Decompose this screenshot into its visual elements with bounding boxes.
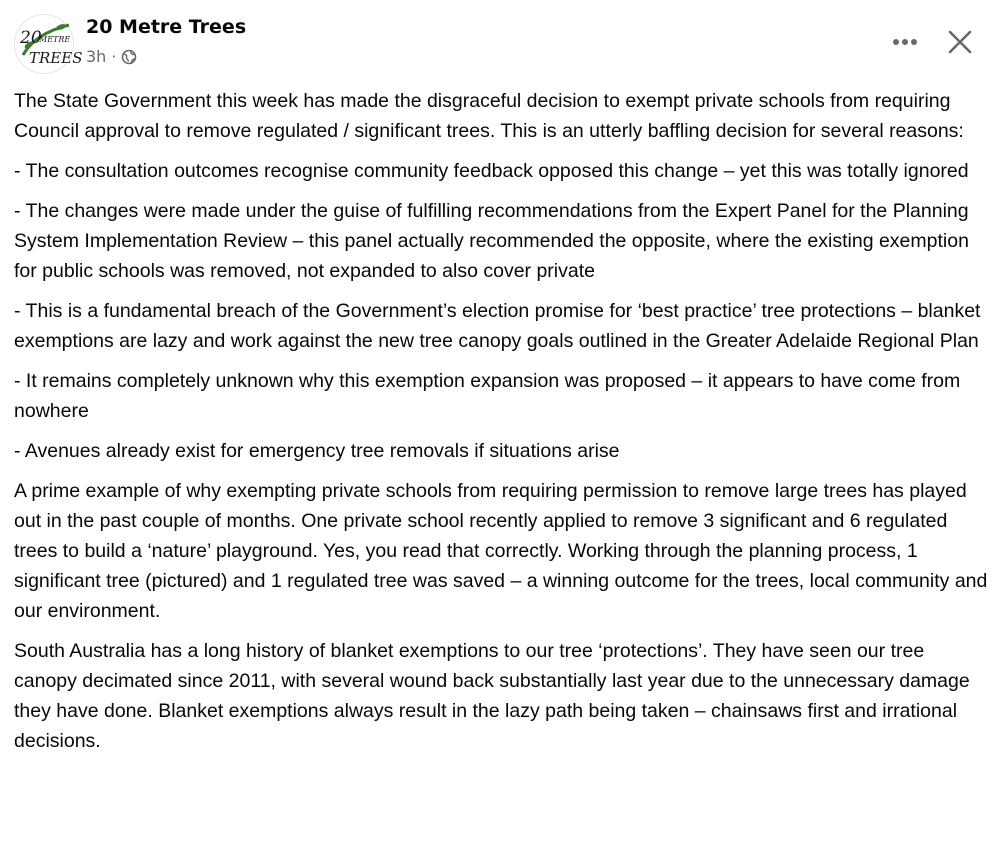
svg-text:TREES: TREES: [29, 49, 83, 67]
post-meta: [86, 47, 137, 66]
svg-text:METRE: METRE: [39, 35, 71, 44]
20-metre-trees-logo-icon: [15, 15, 83, 75]
close-button[interactable]: [940, 22, 980, 62]
post-paragraph: A prime example of why exempting private schools from requiring permission to remove large trees has played out in the past couple of months. One private school recently applied to remove 3 significant and 6 regulated trees to build a ‘nature’ playground. Yes, you read that correctly. Working through the planning process, 1 significant tree (pictured) and 1 regulated tree was saved – a winning outcome for the trees, local community and our environment.: [14, 480, 988, 622]
meta-separator: ·: [111, 47, 117, 66]
post-header: [0, 0, 1000, 80]
more-horizontal-icon: [892, 38, 918, 46]
post-paragraph: - The consultation outcomes recognise community feedback opposed this change – yet this was totally ignored: [14, 160, 969, 182]
avatar[interactable]: [14, 14, 83, 74]
post-paragraph: - It remains completely unknown why this exemption expansion was proposed – it appears to have come from nowhere: [14, 370, 961, 422]
page-name[interactable]: 20 Metre Trees: [86, 16, 247, 38]
svg-text:20: 20: [20, 28, 42, 48]
globe-icon: [121, 49, 137, 65]
post-paragraph: - Avenues already exist for emergency tree removals if situations arise: [14, 440, 620, 462]
post-text: [14, 86, 990, 766]
close-icon: [947, 29, 973, 55]
post-paragraph: - This is a fundamental breach of the Government’s election promise for ‘best practice’ tree protections – blanket exemptions are lazy and work against the new tree canopy goals outlined in the Greater Adelaide Regional Plan: [14, 300, 981, 352]
post-timestamp[interactable]: 3h: [86, 47, 107, 66]
more-options-button[interactable]: [885, 24, 925, 60]
post-paragraph: - The changes were made under the guise of fulfilling recommendations from the Expert Panel for the Planning System Implementation Review – this panel actually recommended the opposite, where the existing exemption for public schools was removed, not expanded to also cover private: [14, 200, 969, 282]
post-paragraph: South Australia has a long history of blanket exemptions to our tree ‘protections’. They have seen our tree canopy decimated since 2011, with several wound back substantially last year due to the unnecessary damage they have done. Blanket exemptions always result in the lazy path being taken – chainsaws first and irrational decisions.: [14, 640, 970, 752]
post-paragraph: The State Government this week has made the disgraceful decision to exempt private schools from requiring Council approval to remove regulated / significant trees. This is an utterly baffling decision for several reasons:: [14, 90, 964, 142]
